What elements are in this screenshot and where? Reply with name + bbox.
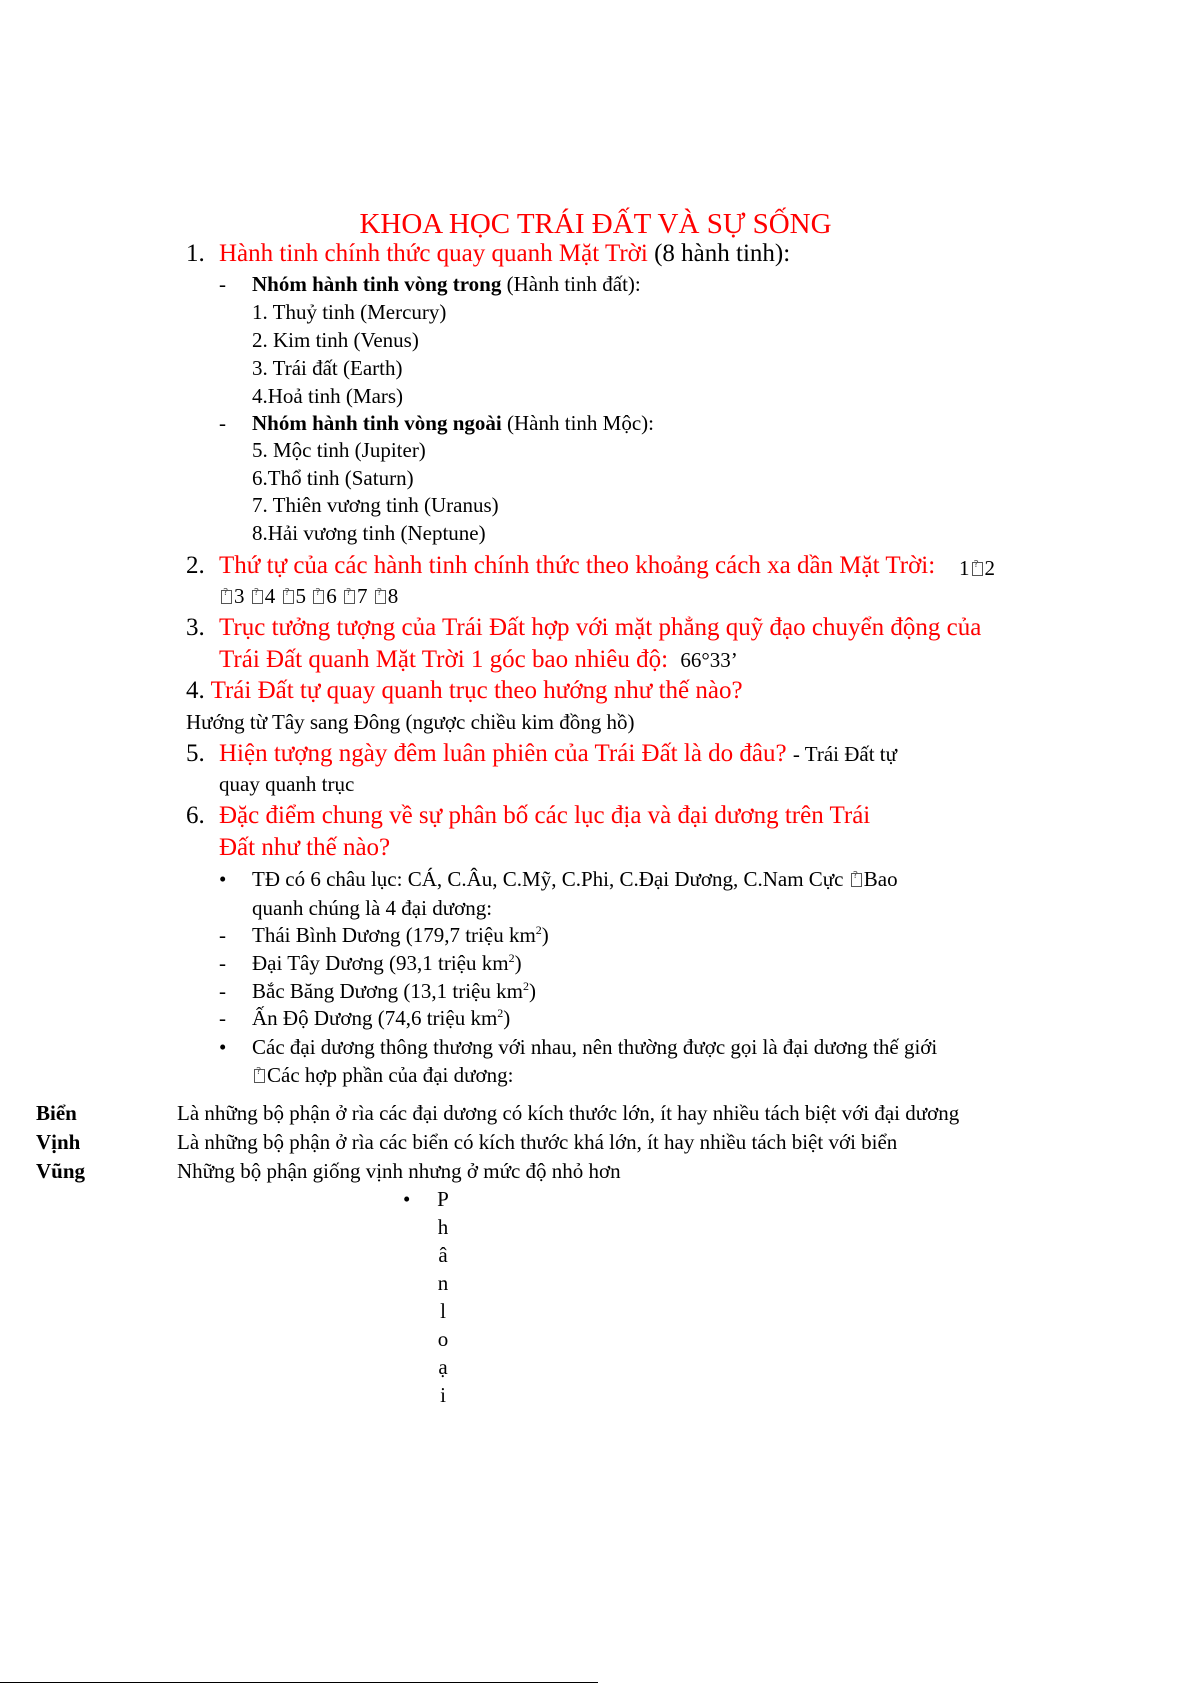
vertical-char: ạ bbox=[438, 1355, 448, 1379]
q5-question bbox=[219, 740, 897, 768]
ocean-item: Thái Bình Dương (179,7 triệu $km^2$) bbox=[252, 923, 549, 947]
q3-line2 bbox=[219, 646, 738, 674]
q6-number: 6. bbox=[186, 802, 205, 829]
seq-num: 5 bbox=[295, 584, 306, 608]
planet-item: 3. Trái đất (Earth) bbox=[252, 356, 403, 380]
seq-num: 3 bbox=[234, 584, 245, 608]
q6-bullet2-tail: Các hợp phần của đại dương: bbox=[267, 1063, 514, 1087]
arrow-placeholder-icon bbox=[375, 590, 386, 604]
seq-num: 1 bbox=[959, 556, 970, 580]
def-vinh: Là những bộ phận ở rìa các biển có kích thước khá lớn, ít hay nhiều tách biệt với biển bbox=[177, 1130, 898, 1154]
q6-bullet1-tail: Bao bbox=[863, 867, 898, 891]
q4-answer: Hướng từ Tây sang Đông (ngược chiều kim đồng hồ) bbox=[186, 710, 635, 734]
arrow-placeholder-icon bbox=[851, 873, 862, 887]
arrow-placeholder-icon bbox=[283, 590, 294, 604]
q3-number: 3. bbox=[186, 614, 205, 641]
q5-answer-2: quay quanh trục bbox=[219, 772, 355, 796]
q1-group1-rest: (Hành tinh đất): bbox=[506, 272, 641, 296]
vertical-char: â bbox=[438, 1243, 448, 1267]
ocean-item: Đại Tây Dương (93,1 triệu $km^2$) bbox=[252, 951, 522, 975]
q4-question bbox=[186, 677, 743, 705]
q5-answer-1: - Trái Đất tự bbox=[792, 742, 898, 766]
seq-num: 6 bbox=[326, 584, 337, 608]
planet-item: 4.Hoả tinh (Mars) bbox=[252, 384, 404, 408]
q6-bullet1-text: TĐ có 6 châu lục: CÁ, C.Âu, C.Mỹ, C.Phi, C.Đại Dương, C.Nam Cực bbox=[252, 867, 844, 891]
vertical-char: P bbox=[437, 1187, 449, 1211]
page-title: KHOA HỌC TRÁI ĐẤT VÀ SỰ SỐNG bbox=[359, 208, 832, 240]
vertical-char: o bbox=[437, 1327, 449, 1351]
q5-text: Hiện tượng ngày đêm luân phiên của Trái Đất là do đâu? bbox=[219, 740, 787, 767]
q6-bullet1 bbox=[252, 867, 898, 892]
q6-bullet2-cont bbox=[252, 1063, 513, 1088]
q1-group2-dash: - bbox=[219, 411, 226, 435]
q1-group2 bbox=[252, 411, 654, 436]
ocean-item: Bắc Băng Dương (13,1 triệu $km^2$) bbox=[252, 979, 536, 1003]
q1-question bbox=[219, 240, 790, 268]
planet-item: 5. Mộc tinh (Jupiter) bbox=[252, 438, 426, 462]
term-vung: Vũng bbox=[36, 1159, 86, 1183]
q4-number: 4. bbox=[186, 677, 205, 704]
seq-num: 4 bbox=[264, 584, 276, 608]
q1-group2-rest: (Hành tinh Mộc): bbox=[507, 411, 654, 435]
q1-group1-bold: Nhóm hành tinh vòng trong bbox=[252, 272, 502, 296]
q2-seq-line2 bbox=[219, 584, 398, 609]
planet-item: 1. Thuỷ tinh (Mercury) bbox=[252, 300, 447, 324]
arrow-placeholder-icon bbox=[344, 590, 355, 604]
vertical-char: n bbox=[437, 1271, 449, 1295]
ocean-dash: - bbox=[219, 923, 226, 947]
ocean-dash: - bbox=[219, 979, 226, 1003]
q6-line2: Đất như thế nào? bbox=[219, 834, 391, 861]
q2-text: Thứ tự của các hành tinh chính thức theo khoảng cách xa dần Mặt Trời: bbox=[219, 552, 936, 579]
q2-number: 2. bbox=[186, 552, 205, 579]
planet-item: 6.Thổ tinh (Saturn) bbox=[252, 466, 414, 490]
q3-line1: Trục tưởng tượng của Trái Đất hợp với mặt phẳng quỹ đạo chuyển động của bbox=[219, 614, 982, 641]
planet-item: 8.Hải vương tinh (Neptune) bbox=[252, 521, 486, 545]
q1-number: 1. bbox=[186, 240, 205, 267]
vertical-char: h bbox=[437, 1215, 449, 1239]
q3-answer: 66°33’ bbox=[680, 648, 738, 672]
footer-rule bbox=[0, 1682, 598, 1683]
planet-item: 2. Kim tinh (Venus) bbox=[252, 328, 419, 352]
q4-text: Trái Đất tự quay quanh trục theo hướng như thế nào? bbox=[210, 677, 743, 704]
q1-group2-bold: Nhóm hành tinh vòng ngoài bbox=[252, 411, 502, 435]
seq-num: 7 bbox=[357, 584, 368, 608]
vertical-char: i bbox=[440, 1383, 446, 1407]
arrow-placeholder-icon bbox=[221, 590, 232, 604]
q1-group1 bbox=[252, 272, 641, 297]
q6-bullet1-cont: quanh chúng là 4 đại dương: bbox=[252, 896, 493, 920]
term-vinh: Vịnh bbox=[36, 1130, 81, 1154]
arrow-placeholder-icon bbox=[313, 590, 324, 604]
vertical-char: l bbox=[440, 1299, 446, 1323]
q1-group1-dash: - bbox=[219, 272, 226, 296]
q1-text: Hành tinh chính thức quay quanh Mặt Trời bbox=[219, 240, 648, 267]
arrow-placeholder-icon bbox=[252, 590, 263, 604]
q6-line1: Đặc điểm chung về sự phân bố các lục địa và đại dương trên Trái bbox=[219, 802, 871, 829]
seq-num: 8 bbox=[387, 584, 399, 608]
def-vung: Những bộ phận giống vịnh nhưng ở mức độ nhỏ hơn bbox=[177, 1159, 621, 1183]
q5-number: 5. bbox=[186, 740, 205, 767]
term-bien: Biển bbox=[36, 1101, 77, 1125]
q3-line2-text: Trái Đất quanh Mặt Trời 1 góc bao nhiêu độ: bbox=[219, 646, 669, 673]
ocean-item: Ấn Độ Dương (74,6 triệu $km^2$) bbox=[252, 1006, 511, 1030]
planet-item: 7. Thiên vương tinh (Uranus) bbox=[252, 493, 499, 517]
ocean-dash: - bbox=[219, 1006, 226, 1030]
seq-num: 2 bbox=[984, 556, 995, 580]
arrow-placeholder-icon bbox=[972, 562, 983, 576]
bullet-icon: • bbox=[219, 867, 227, 891]
vertical-label bbox=[436, 1185, 450, 1409]
arrow-placeholder-icon bbox=[254, 1069, 265, 1083]
bullet-icon: • bbox=[403, 1187, 411, 1211]
bullet-icon: • bbox=[219, 1035, 227, 1059]
q1-extra: (8 hành tinh): bbox=[654, 240, 791, 267]
ocean-dash: - bbox=[219, 951, 226, 975]
q2-seq-line1 bbox=[959, 556, 995, 581]
q6-bullet2: Các đại dương thông thương với nhau, nên thường được gọi là đại dương thế giới bbox=[252, 1035, 938, 1059]
def-bien: Là những bộ phận ở rìa các đại dương có kích thước lớn, ít hay nhiều tách biệt với đại dương bbox=[177, 1101, 960, 1125]
